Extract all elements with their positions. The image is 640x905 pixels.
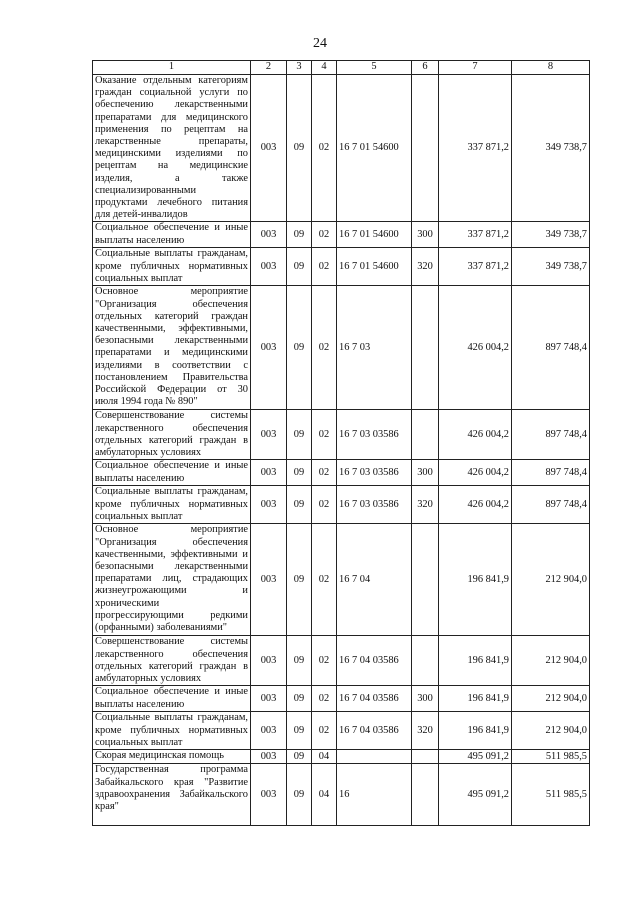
cell-col4: 04: [312, 750, 337, 764]
cell-col2: 003: [251, 460, 287, 486]
cell-col7: 495 091,2: [439, 750, 512, 764]
cell-col7: 337 871,2: [439, 75, 512, 222]
row-name: Социальные выплаты гражданам, кроме публичных нормативных социальных выплат: [93, 712, 251, 750]
column-header: 1: [93, 61, 251, 75]
cell-col2: 003: [251, 410, 287, 460]
cell-col5: [337, 750, 412, 764]
row-name: Скорая медицинская помощь: [93, 750, 251, 764]
cell-col2: 003: [251, 764, 287, 826]
cell-col6: 300: [412, 222, 439, 248]
cell-col4: 02: [312, 686, 337, 712]
row-name: Государственная программа Забайкальского края "Развитие здравоохранения Забайкальского края": [93, 764, 251, 826]
cell-col5: 16 7 04: [337, 524, 412, 636]
cell-col5: 16 7 01 54600: [337, 75, 412, 222]
row-name: Социальное обеспечение и иные выплаты населению: [93, 222, 251, 248]
cell-col6: [412, 750, 439, 764]
row-name: Основное мероприятие "Организация обеспечения качественными, эффективными и безопасными лекарственными препаратами лиц, страдающих жизнеугрожающими и хроническими прогрессирующими редкими (орфанными) заболеваниями": [93, 524, 251, 636]
cell-col8: 897 748,4: [512, 486, 590, 524]
cell-col5: 16 7 04 03586: [337, 686, 412, 712]
table-row: [93, 486, 590, 524]
cell-col3: 09: [287, 286, 312, 410]
row-name: Оказание отдельным категориям граждан социальной услуги по обеспечению лекарственными препаратами для медицинского применения по рецептам на лекарственные препараты, медицинскими изделиями по рецептам на медицинские изделия, а также специализированными продуктами лечебного питания для детей-инвалидов: [93, 75, 251, 222]
cell-col8: 212 904,0: [512, 712, 590, 750]
cell-col5: 16 7 03: [337, 286, 412, 410]
cell-col8: 212 904,0: [512, 524, 590, 636]
cell-col8: 511 985,5: [512, 764, 590, 826]
table-row: [93, 686, 590, 712]
cell-col4: 02: [312, 712, 337, 750]
cell-col7: 426 004,2: [439, 486, 512, 524]
cell-col3: 09: [287, 712, 312, 750]
cell-col6: [412, 764, 439, 826]
cell-col8: 212 904,0: [512, 686, 590, 712]
table-row: [93, 286, 590, 410]
cell-col8: 511 985,5: [512, 750, 590, 764]
table-row: [93, 750, 590, 764]
row-name: Социальное обеспечение и иные выплаты населению: [93, 460, 251, 486]
cell-col4: 02: [312, 75, 337, 222]
cell-col4: 02: [312, 410, 337, 460]
cell-col7: 426 004,2: [439, 286, 512, 410]
cell-col4: 04: [312, 764, 337, 826]
cell-col6: 300: [412, 686, 439, 712]
cell-col7: 495 091,2: [439, 764, 512, 826]
row-name: Основное мероприятие "Организация обеспечения отдельных категорий граждан качественными, эффективными, безопасными лекарственными препаратами и медицинскими изделиями в соответствии с постановлением Правительства Российской Федерации от 30 июля 1994 года № 890": [93, 286, 251, 410]
page-number: 24: [313, 36, 327, 51]
cell-col5: 16 7 04 03586: [337, 712, 412, 750]
cell-col3: 09: [287, 686, 312, 712]
cell-col5: 16: [337, 764, 412, 826]
cell-col5: 16 7 01 54600: [337, 248, 412, 286]
table-row: [93, 764, 590, 826]
column-header: 2: [251, 61, 287, 75]
cell-col3: 09: [287, 486, 312, 524]
cell-col3: 09: [287, 750, 312, 764]
table-row: [93, 222, 590, 248]
cell-col8: 349 738,7: [512, 75, 590, 222]
table-row: [93, 75, 590, 222]
cell-col6: [412, 410, 439, 460]
column-header: 5: [337, 61, 412, 75]
cell-col2: 003: [251, 248, 287, 286]
cell-col3: 09: [287, 524, 312, 636]
cell-col4: 02: [312, 486, 337, 524]
cell-col4: 02: [312, 460, 337, 486]
cell-col3: 09: [287, 764, 312, 826]
cell-col7: 426 004,2: [439, 460, 512, 486]
column-header: 3: [287, 61, 312, 75]
cell-col6: 300: [412, 460, 439, 486]
cell-col3: 09: [287, 636, 312, 686]
column-header: 6: [412, 61, 439, 75]
cell-col2: 003: [251, 686, 287, 712]
cell-col2: 003: [251, 524, 287, 636]
table-row: [93, 410, 590, 460]
cell-col2: 003: [251, 75, 287, 222]
cell-col3: 09: [287, 75, 312, 222]
cell-col2: 003: [251, 286, 287, 410]
cell-col6: 320: [412, 248, 439, 286]
cell-col7: 196 841,9: [439, 524, 512, 636]
cell-col2: 003: [251, 712, 287, 750]
cell-col4: 02: [312, 286, 337, 410]
cell-col5: 16 7 03 03586: [337, 460, 412, 486]
cell-col8: 349 738,7: [512, 248, 590, 286]
cell-col4: 02: [312, 248, 337, 286]
table-row: [93, 248, 590, 286]
cell-col6: [412, 286, 439, 410]
cell-col7: 426 004,2: [439, 410, 512, 460]
row-name: Социальные выплаты гражданам, кроме публичных нормативных социальных выплат: [93, 248, 251, 286]
table-row: [93, 460, 590, 486]
cell-col6: [412, 75, 439, 222]
cell-col3: 09: [287, 248, 312, 286]
cell-col4: 02: [312, 524, 337, 636]
row-name: Совершенствование системы лекарственного обеспечения отдельных категорий граждан в амбулаторных условиях: [93, 636, 251, 686]
cell-col8: 349 738,7: [512, 222, 590, 248]
row-name: Совершенствование системы лекарственного обеспечения отдельных категорий граждан в амбулаторных условиях: [93, 410, 251, 460]
cell-col2: 003: [251, 486, 287, 524]
cell-col3: 09: [287, 222, 312, 248]
cell-col7: 337 871,2: [439, 222, 512, 248]
cell-col8: 212 904,0: [512, 636, 590, 686]
cell-col3: 09: [287, 410, 312, 460]
budget-table: [92, 60, 590, 826]
cell-col8: 897 748,4: [512, 410, 590, 460]
cell-col8: 897 748,4: [512, 286, 590, 410]
cell-col5: 16 7 04 03586: [337, 636, 412, 686]
cell-col7: 337 871,2: [439, 248, 512, 286]
table-row: [93, 712, 590, 750]
cell-col7: 196 841,9: [439, 686, 512, 712]
cell-col5: 16 7 03 03586: [337, 410, 412, 460]
table-row: [93, 636, 590, 686]
table-header-row: [93, 61, 590, 75]
cell-col6: 320: [412, 712, 439, 750]
cell-col8: 897 748,4: [512, 460, 590, 486]
row-name: Социальное обеспечение и иные выплаты населению: [93, 686, 251, 712]
cell-col2: 003: [251, 636, 287, 686]
table-row: [93, 524, 590, 636]
row-name: Социальные выплаты гражданам, кроме публичных нормативных социальных выплат: [93, 486, 251, 524]
cell-col5: 16 7 03 03586: [337, 486, 412, 524]
cell-col3: 09: [287, 460, 312, 486]
cell-col2: 003: [251, 750, 287, 764]
cell-col6: [412, 636, 439, 686]
cell-col5: 16 7 01 54600: [337, 222, 412, 248]
column-header: 4: [312, 61, 337, 75]
cell-col7: 196 841,9: [439, 712, 512, 750]
column-header: 7: [439, 61, 512, 75]
cell-col6: 320: [412, 486, 439, 524]
cell-col4: 02: [312, 636, 337, 686]
cell-col6: [412, 524, 439, 636]
cell-col4: 02: [312, 222, 337, 248]
cell-col2: 003: [251, 222, 287, 248]
column-header: 8: [512, 61, 590, 75]
cell-col7: 196 841,9: [439, 636, 512, 686]
